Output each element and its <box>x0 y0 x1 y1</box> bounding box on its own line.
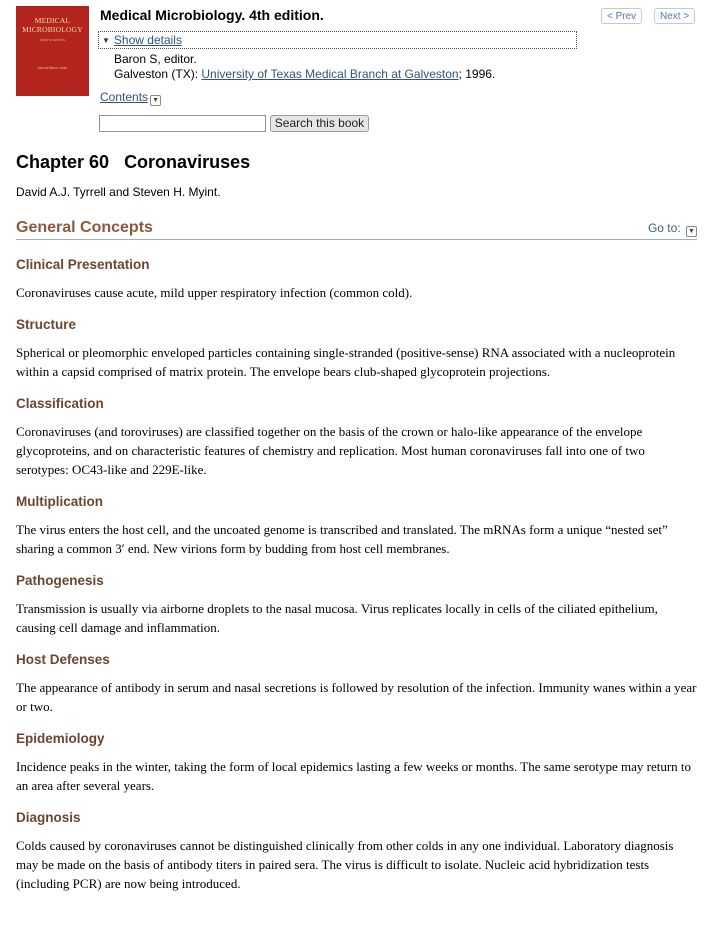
subsection-host-defenses <box>16 651 698 716</box>
publisher-prefix: Galveston (TX): <box>114 67 202 81</box>
subsection-clinical-presentation <box>16 256 698 302</box>
subsection-heading: Multiplication <box>16 494 103 509</box>
caret-down-icon: ▼ <box>102 36 110 45</box>
contents-link[interactable] <box>100 90 161 106</box>
subsection-text: Colds caused by coronaviruses cannot be distinguished clinically from other colds in any one individual. Laboratory diagnosis may be made on the basis of antibody titers in paired sera. The virus is difficult to isolate. Nucleic acid hybridization tests (including PCR) are now being introduced. <box>16 838 674 891</box>
goto-menu[interactable] <box>648 221 697 237</box>
subsection-classification <box>16 395 698 479</box>
show-details-label: Show details <box>113 33 182 47</box>
subsection-text: Spherical or pleomorphic enveloped particles containing single-stranded (positive-sense) RNA associated with a nucleoprotein within a capsid comprised of matrix protein. The envelope bears club-shaped glycoprotein projections. <box>16 345 676 379</box>
subsection-text: The appearance of antibody in serum and nasal secretions is followed by resolution of the infection. Immunity wanes within a year or two. <box>16 680 697 714</box>
publisher-line <box>114 67 495 82</box>
book-title[interactable]: Medical Microbiology. 4th edition. <box>100 7 324 23</box>
subsection-heading: Pathogenesis <box>16 573 104 588</box>
book-citation <box>114 52 495 82</box>
chevron-down-icon: ▼ <box>150 95 161 106</box>
section-header <box>16 219 697 240</box>
subsection-heading: Structure <box>16 317 77 332</box>
search-book-button[interactable]: Search this book <box>270 115 369 132</box>
subsection-text: The virus enters the host cell, and the uncoated genome is transcribed and translated. The mRNAs form a unique “nested set” sharing a common 3′ end. New virions form by budding from host cell membranes. <box>16 522 668 556</box>
subsection-multiplication <box>16 493 698 558</box>
chevron-down-icon: ▼ <box>686 226 697 237</box>
chapter-number: Chapter 60 <box>16 152 110 172</box>
chapter-title <box>16 152 250 173</box>
subsection-diagnosis <box>16 809 698 893</box>
contents-label: Contents <box>100 90 149 104</box>
prev-button[interactable]: < Prev <box>601 8 642 24</box>
chapter-name: Coronaviruses <box>124 152 251 172</box>
subsection-heading: Host Defenses <box>16 652 110 667</box>
chapter-authors: David A.J. Tyrrell and Steven H. Myint. <box>16 185 221 199</box>
book-cover-image[interactable] <box>16 6 89 96</box>
cover-author: Samuel Baron, editor <box>37 66 68 70</box>
subsection-text: Coronaviruses (and toroviruses) are classified together on the basis of the crown or halo-like appearance of the envelope glycoproteins, and on characteristic features of chemistry and replication. Most human coronaviruses fall into one of two serotypes: OC43-like and 229E-like. <box>16 424 645 477</box>
section-title: General Concepts <box>16 219 153 236</box>
show-details-toggle[interactable] <box>98 31 577 49</box>
next-button[interactable]: Next > <box>654 8 695 24</box>
publisher-suffix: ; 1996. <box>458 67 496 81</box>
subsection-heading: Diagnosis <box>16 810 81 825</box>
editor-text: Baron S, editor. <box>114 52 197 66</box>
subsection-text: Transmission is usually via airborne droplets to the nasal mucosa. Virus replicates locally in cells of the ciliated epithelium, causing cell damage and inflammation. <box>16 601 658 635</box>
subsection-text: Coronaviruses cause acute, mild upper respiratory infection (common cold). <box>16 285 413 300</box>
subsection-text: Incidence peaks in the winter, taking the form of local epidemics lasting a few weeks or months. The same serotype may return to an area after several years. <box>16 759 692 793</box>
chapter-content <box>16 256 698 907</box>
goto-label: Go to: <box>647 221 681 235</box>
subsection-heading: Clinical Presentation <box>16 257 150 272</box>
search-input[interactable] <box>99 115 266 132</box>
subsection-pathogenesis <box>16 572 698 637</box>
subsection-structure <box>16 316 698 381</box>
subsection-heading: Epidemiology <box>16 731 105 746</box>
subsection-heading: Classification <box>16 396 104 411</box>
cover-title: MEDICAL MICROBIOLOGY <box>22 16 83 34</box>
publisher-link[interactable]: University of Texas Medical Branch at Galveston <box>201 67 459 81</box>
cover-edition: FOURTH EDITION <box>39 38 66 42</box>
subsection-epidemiology <box>16 730 698 795</box>
